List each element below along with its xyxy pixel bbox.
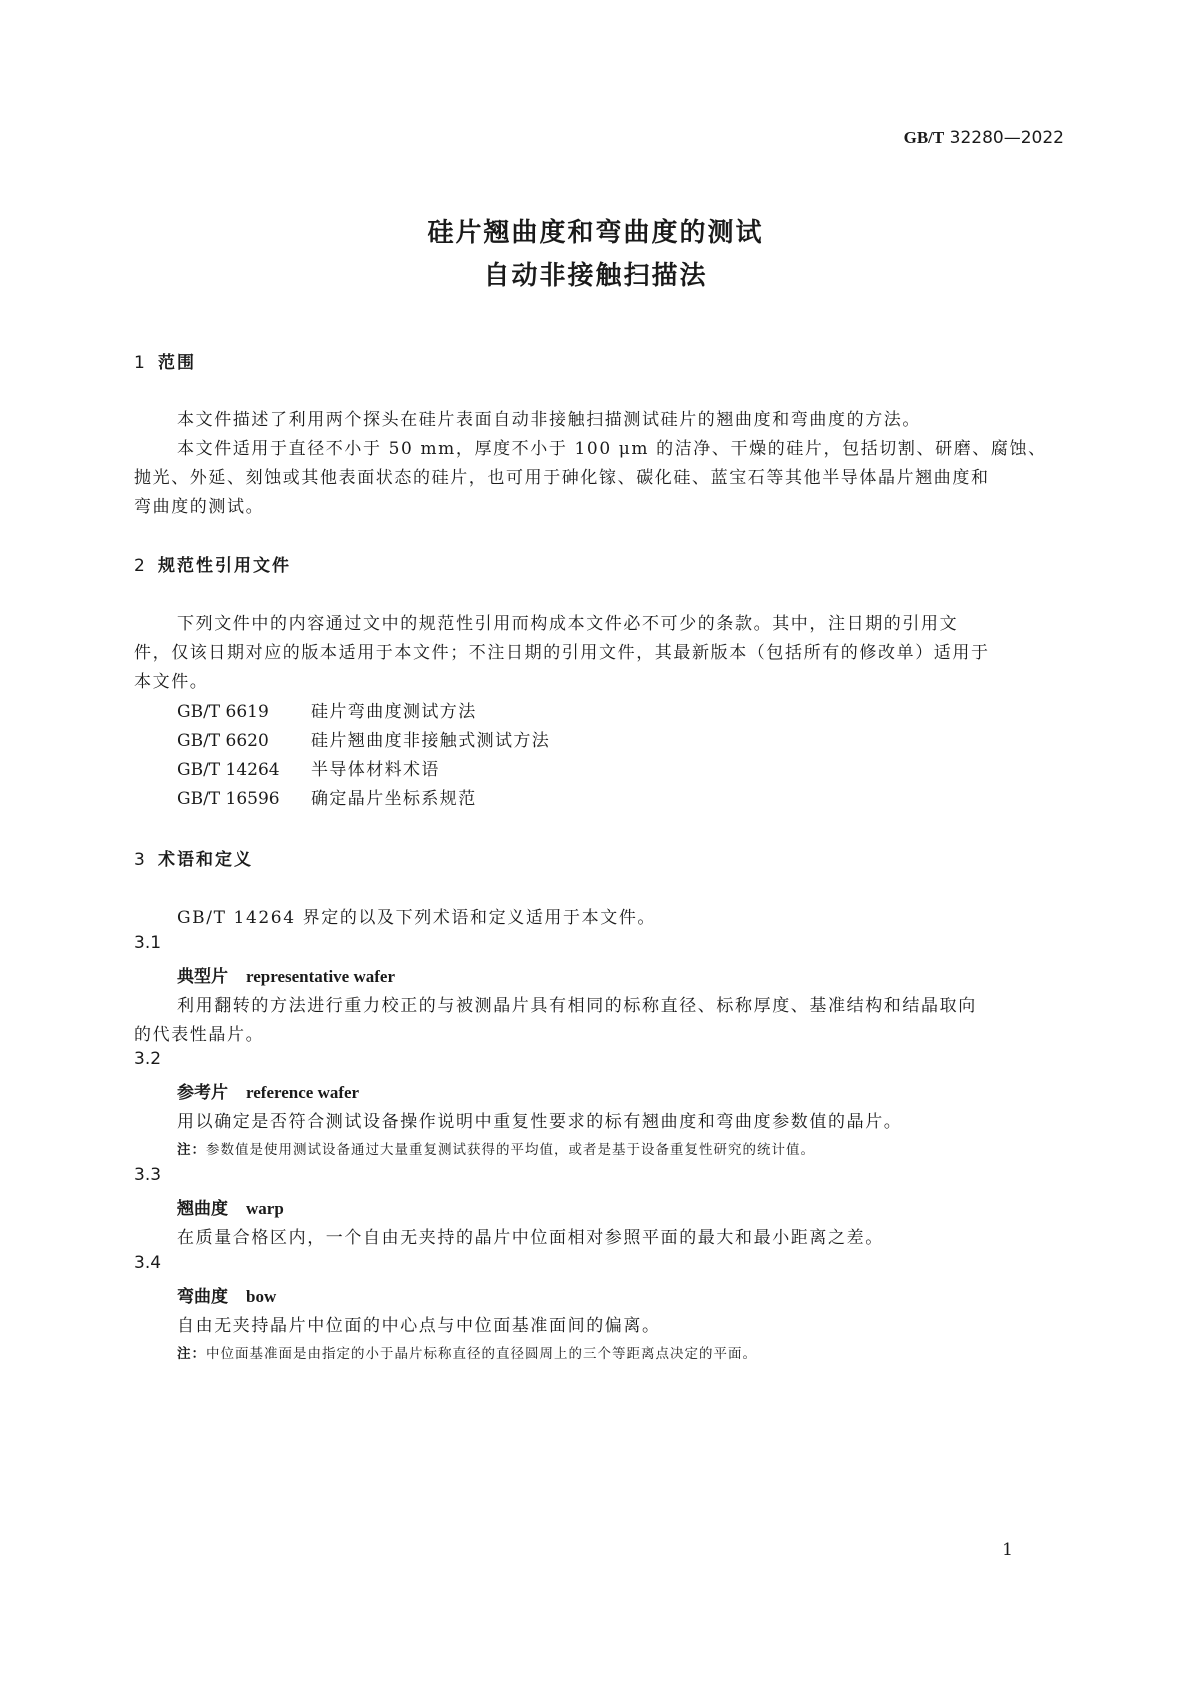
definition-line: 自由无夹持晶片中位面的中心点与中位面基准面间的偏离。	[177, 1316, 661, 1336]
note-text: 中位面基准面是由指定的小于晶片标称直径的直径圆周上的三个等距离点决定的平面。	[206, 1346, 757, 1362]
section-2-heading	[134, 551, 291, 576]
reference-title: 确定晶片坐标系规范	[311, 789, 477, 809]
standard-number	[904, 128, 1064, 148]
term-number: 3.2	[134, 1049, 162, 1069]
note	[177, 1342, 757, 1362]
term-en: warp	[246, 1199, 284, 1218]
reference-item	[177, 726, 550, 751]
note-label: 注：	[177, 1142, 206, 1158]
reference-title: 硅片弯曲度测试方法	[311, 702, 477, 722]
note-text: 参数值是使用测试设备通过大量重复测试获得的平均值，或者是基于设备重复性研究的统计值。	[206, 1142, 815, 1158]
definition-line: 利用翻转的方法进行重力校正的与被测晶片具有相同的标称直径、标称厚度、基准结构和结晶取向	[177, 996, 977, 1016]
reference-item	[177, 784, 477, 809]
standard-code: 32280—2022	[949, 128, 1064, 148]
section-1-heading	[134, 348, 196, 373]
term-number: 3.3	[134, 1165, 162, 1185]
note-label: 注：	[177, 1346, 206, 1362]
section-title: 规范性引用文件	[158, 556, 291, 576]
reference-title: 半导体材料术语	[311, 760, 440, 780]
paragraph-line: 件，仅该日期对应的版本适用于本文件；不注日期的引用文件，其最新版本（包括所有的修改单）适用于	[134, 643, 990, 663]
term-number: 3.1	[134, 933, 162, 953]
term-zh: 参考片	[177, 1083, 228, 1103]
note	[177, 1138, 815, 1158]
reference-item	[177, 755, 440, 780]
reference-code: GB/T 14264	[177, 760, 280, 780]
term-en: reference wafer	[246, 1083, 360, 1102]
section-3-heading	[134, 845, 253, 870]
reference-title: 硅片翘曲度非接触式测试方法	[311, 731, 551, 751]
term-zh: 弯曲度	[177, 1287, 228, 1307]
term-heading	[177, 1194, 284, 1219]
definition-line: 的代表性晶片。	[134, 1025, 265, 1045]
term-heading	[177, 962, 395, 987]
paragraph-line: 本文件描述了利用两个探头在硅片表面自动非接触扫描测试硅片的翘曲度和弯曲度的方法。	[177, 410, 921, 430]
term-heading	[177, 1078, 359, 1103]
section-number: 3	[134, 850, 145, 870]
paragraph-line: 弯曲度的测试。	[134, 497, 265, 517]
paragraph-line: 本文件。	[134, 672, 209, 692]
section-number: 1	[134, 353, 145, 373]
term-zh: 典型片	[177, 967, 228, 987]
term-zh: 翘曲度	[177, 1199, 228, 1219]
paragraph-line: GB/T 14264 界定的以及下列术语和定义适用于本文件。	[177, 908, 657, 928]
title-line-1: 硅片翘曲度和弯曲度的测试	[427, 218, 764, 248]
section-number: 2	[134, 556, 145, 576]
term-en: bow	[246, 1287, 277, 1306]
paragraph-line: 抛光、外延、刻蚀或其他表面状态的硅片，也可用于砷化镓、碳化硅、蓝宝石等其他半导体晶片翘曲度和	[134, 468, 990, 488]
paragraph-line: 下列文件中的内容通过文中的规范性引用而构成本文件必不可少的条款。其中，注日期的引用文	[177, 614, 959, 634]
term-heading	[177, 1282, 276, 1307]
reference-code: GB/T 16596	[177, 789, 280, 809]
paragraph-line: 本文件适用于直径不小于 50 mm，厚度不小于 100 μm 的洁净、干燥的硅片，包括切割、研磨、腐蚀、	[177, 439, 1047, 459]
definition-line: 在质量合格区内，一个自由无夹持的晶片中位面相对参照平面的最大和最小距离之差。	[177, 1228, 884, 1248]
page-number: 1	[1002, 1540, 1013, 1560]
section-title: 术语和定义	[158, 850, 253, 870]
reference-item	[177, 697, 477, 722]
term-en: representative wafer	[246, 967, 396, 986]
standard-prefix: GB/T	[903, 128, 945, 147]
reference-code: GB/T 6620	[177, 731, 269, 751]
title-line-2: 自动非接触扫描法	[483, 261, 708, 291]
term-number: 3.4	[134, 1253, 162, 1273]
reference-code: GB/T 6619	[177, 702, 269, 722]
section-title: 范围	[158, 353, 196, 373]
definition-line: 用以确定是否符合测试设备操作说明中重复性要求的标有翘曲度和弯曲度参数值的晶片。	[177, 1112, 903, 1132]
